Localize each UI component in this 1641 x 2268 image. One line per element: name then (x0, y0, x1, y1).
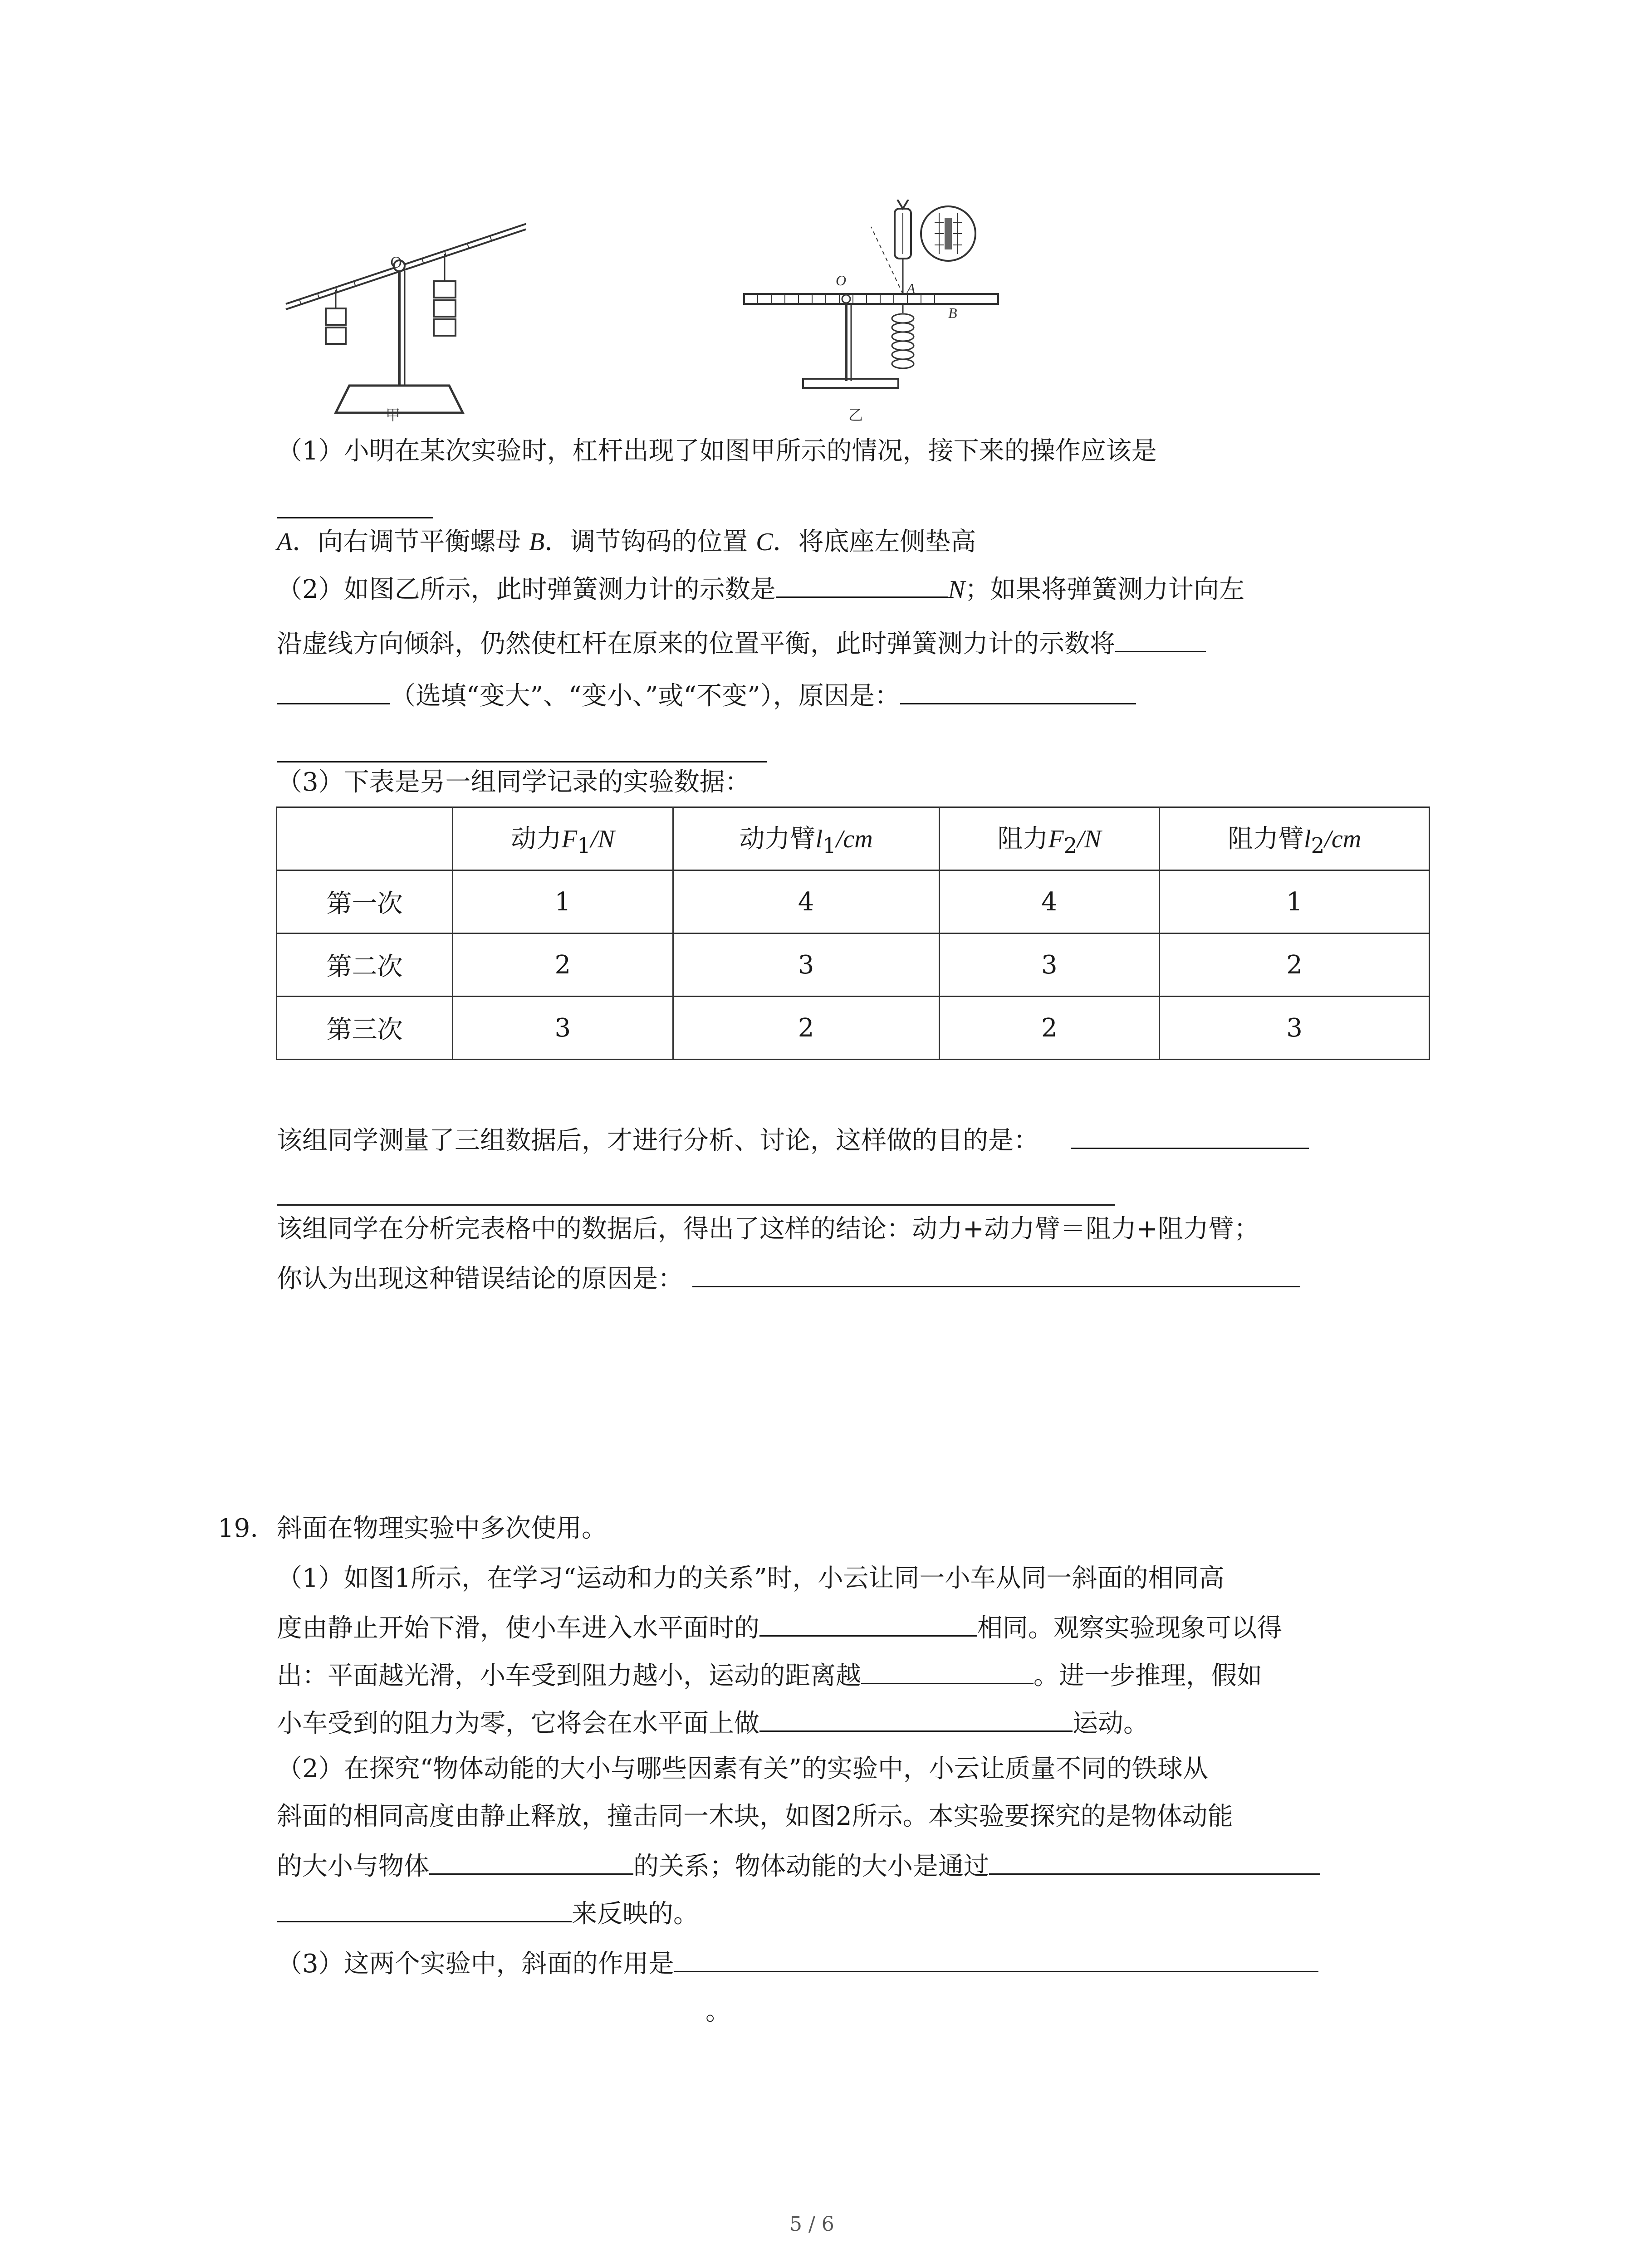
table-cell: 3 (939, 934, 1160, 997)
figure-jia-label: 甲 (386, 406, 401, 424)
q18-part3-text: （3）下表是另一组同学记录的实验数据： (277, 767, 750, 797)
q19-part3-end: 。 (705, 1997, 731, 2026)
q19-number: 19. (218, 1514, 259, 1543)
q19-part1-line2 (277, 1608, 1282, 1647)
q18-part1-answer-blank[interactable] (277, 517, 433, 518)
table-header-cell: 阻力臂$l_2/cm$ (1160, 807, 1430, 870)
q19-part2-line3 (277, 1846, 1320, 1885)
figure-yi-drawing (735, 200, 1016, 395)
q18-part1-options (277, 524, 976, 560)
option-c-letter: C (756, 528, 773, 556)
q19-part1-line3-a: 出：平面越光滑，小车受到阻力越小，运动的距离越 (277, 1661, 861, 1691)
figure-yi-label: 乙 (848, 406, 863, 424)
q19-part2-line4-text: 来反映的。 (572, 1899, 699, 1929)
q19-method-blank-part2[interactable] (277, 1894, 572, 1922)
q18-purpose-text: 该组同学测量了三组数据后，才进行分析、讨论，这样做的目的是： (277, 1126, 1039, 1155)
q19-part1-line1: （1）如图1所示，在学习“运动和力的关系”时，小云让同一小车从同一斜面的相同高 (277, 1564, 1225, 1593)
q19-part2-line1: （2）在探究“物体动能的大小与哪些因素有关”的实验中，小云让质量不同的铁球从 (277, 1754, 1208, 1784)
point-o-label-yi: O (836, 272, 847, 288)
figure-jia-drawing (272, 204, 526, 422)
table-row-label: 第一次 (277, 870, 453, 934)
q18-reason-text: 你认为出现这种错误结论的原因是： (277, 1264, 683, 1294)
q19-method-blank-part1[interactable] (989, 1846, 1320, 1875)
q19-part1-line2-b: 相同。观察实验现象可以得 (977, 1613, 1282, 1643)
table-cell: 3 (1160, 997, 1430, 1060)
table-cell: 3 (673, 934, 939, 997)
q19-part2-line3-a: 的大小与物体 (277, 1852, 429, 1881)
q18-part2-line2-text: 沿虚线方向倾斜，仍然使杠杆在原来的位置平衡，此时弹簧测力计的示数将 (277, 629, 1115, 659)
option-c-text: ．将底座左侧垫高 (773, 527, 976, 557)
table-row (277, 997, 1430, 1060)
table-cell: 1 (1160, 870, 1430, 934)
q18-reason-blank-part2[interactable] (277, 761, 767, 763)
q18-part2-line3 (277, 676, 1136, 714)
option-a-letter: A (277, 528, 293, 556)
table-cell: 3 (453, 997, 673, 1060)
q18-part2-line2 (277, 624, 1206, 662)
q18-unit-n: N (948, 576, 965, 604)
q18-part2-line1 (277, 569, 1244, 608)
table-corner-cell (277, 807, 453, 870)
q19-title: 斜面在物理实验中多次使用。 (277, 1514, 607, 1543)
q19-part2-line3-b: 的关系；物体动能的大小是通过 (633, 1852, 989, 1881)
q19-distance-blank[interactable] (861, 1656, 1034, 1684)
point-b-label: B (948, 305, 957, 321)
q19-part3-text: （3）这两个实验中，斜面的作用是 (277, 1949, 674, 1979)
q19-part1-line4 (277, 1703, 1149, 1742)
point-a-label: A (906, 280, 916, 297)
table-cell: 2 (1160, 934, 1430, 997)
q19-motion-blank[interactable] (759, 1703, 1073, 1732)
figure-jia (272, 204, 526, 422)
q18-change-blank-part1[interactable] (1115, 624, 1206, 652)
q18-error-reason-blank[interactable] (692, 1259, 1300, 1287)
q19-part1-line2-a: 度由静止开始下滑，使小车进入水平面时的 (277, 1613, 759, 1643)
q18-part2-text-a: （2）如图乙所示，此时弹簧测力计的示数是 (277, 575, 776, 604)
q19-part1-line3-b: 。进一步推理，假如 (1034, 1661, 1262, 1691)
q18-spring-reading-blank[interactable] (776, 569, 948, 598)
q18-purpose-blank-part1[interactable] (1071, 1120, 1309, 1149)
figure-yi (735, 200, 1016, 395)
q19-part1-line3 (277, 1656, 1262, 1694)
q19-part2-line4 (277, 1894, 699, 1932)
table-header-cell: 动力$F_1/N$ (453, 807, 673, 870)
page-number: 5 / 6 (789, 2213, 834, 2236)
q18-data-table (276, 807, 1430, 1060)
q19-slope-purpose-blank[interactable] (674, 1944, 1318, 1972)
q18-reason-line (277, 1259, 1300, 1297)
table-header-cell: 动力臂$l_1/cm$ (673, 807, 939, 870)
table-row-label: 第三次 (277, 997, 453, 1060)
option-a-text: ．向右调节平衡螺母 (292, 527, 521, 557)
table-cell: 1 (453, 870, 673, 934)
table-cell: 4 (673, 870, 939, 934)
table-row (277, 870, 1430, 934)
q19-speed-blank[interactable] (759, 1608, 977, 1637)
q19-part3-line (277, 1944, 1318, 1982)
table-header-row (277, 807, 1430, 870)
table-header-cell: 阻力$F_2/N$ (939, 807, 1160, 870)
q18-reason-blank-part1[interactable] (900, 676, 1136, 704)
q18-part1-text: （1）小明在某次实验时，杠杆出现了如图甲所示的情况，接下来的操作应该是 (277, 436, 1157, 466)
table-cell: 2 (453, 934, 673, 997)
option-b-text: ．调节钩码的位置 (544, 527, 748, 557)
q18-change-blank-part2[interactable] (277, 676, 390, 704)
q18-part2-text-b: ；如果将弹簧测力计向左 (965, 575, 1244, 604)
option-b-letter: B (529, 528, 545, 556)
q18-part2-line3-text: （选填“变大”、“变小、”或“不变”），原因是： (390, 681, 900, 711)
q19-part1-line4-a: 小车受到的阻力为零，它将会在水平面上做 (277, 1709, 759, 1738)
q19-part2-line2: 斜面的相同高度由静止释放，撞击同一木块，如图2所示。本实验要探究的是物体动能 (277, 1802, 1233, 1831)
table-row (277, 934, 1430, 997)
table-row-label: 第二次 (277, 934, 453, 997)
table-cell: 2 (939, 997, 1160, 1060)
point-o-label-jia: O (390, 254, 402, 271)
q19-variable-blank[interactable] (429, 1846, 633, 1875)
table-cell: 2 (673, 997, 939, 1060)
q18-purpose-line (277, 1120, 1309, 1159)
q19-part1-line4-b: 运动。 (1073, 1709, 1149, 1738)
q18-purpose-blank-part2[interactable] (277, 1204, 1115, 1206)
table-cell: 4 (939, 870, 1160, 934)
q18-conclusion-text: 该组同学在分析完表格中的数据后，得出了这样的结论：动力+动力臂＝阻力+阻力臂； (277, 1214, 1259, 1244)
